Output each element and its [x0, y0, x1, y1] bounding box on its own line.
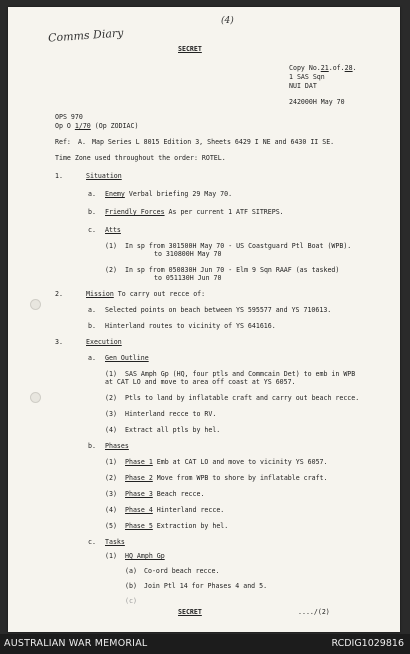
handwritten-note: Comms Diary	[47, 26, 124, 45]
phase-3-line: Phase 3 Beach recce.	[125, 490, 205, 498]
unit-name: 1 SAS Sqn	[289, 73, 325, 81]
execution-a-letter: a.	[88, 354, 96, 362]
op-order-line: Op O 1/70 (Op ZODIAC)	[55, 122, 139, 130]
mission-b-letter: b.	[88, 322, 96, 330]
outline-2-number: (2)	[105, 394, 117, 402]
atts-1-number: (1)	[105, 242, 117, 250]
archive-name: AUSTRALIAN WAR MEMORIAL	[4, 638, 148, 649]
punch-hole-bottom	[30, 392, 41, 403]
atts-1-line2: to 310800H May 70	[154, 250, 222, 258]
atts-2-line2: to 051130H Jun 70	[154, 274, 222, 282]
mission-b-text: Hinterland routes to vicinity of YS 641616.	[105, 322, 276, 330]
archive-id: RCDIG1029816	[331, 638, 404, 649]
outline-4-number: (4)	[105, 426, 117, 434]
punch-hole-top	[30, 299, 41, 310]
phase-4-line: Phase 4 Hinterland recce.	[125, 506, 225, 514]
outline-2-text: Ptls to land by inflatable craft and carry out beach recce.	[125, 394, 360, 402]
task-1-number: (1)	[105, 552, 117, 560]
atts-2-line1: In sp from 050830H Jun 70 - Elm 9 Sqn RAAF (as tasked)	[125, 266, 340, 274]
outline-4-text: Extract all ptls by hel.	[125, 426, 221, 434]
task-1a-letter: (a)	[125, 567, 137, 575]
footer-classification: SECRET	[178, 608, 202, 616]
phase-1-line: Phase 1 Emb at CAT LO and move to vicinity YS 6057.	[125, 458, 328, 466]
section-3-title: Execution	[86, 338, 122, 346]
situation-b-line: Friendly Forces As per current 1 ATF SITREPS.	[105, 208, 284, 216]
outline-1-line1: SAS Amph Gp (HQ, four ptls and Commcain Det) to emb in WPB	[125, 370, 356, 378]
task-1-label: HQ Amph Gp	[125, 552, 165, 560]
situation-a-letter: a.	[88, 190, 96, 198]
archive-footer-bar	[0, 634, 410, 654]
reference-text: Map Series L 8015 Edition 3, Sheets 6429 I NE and 6430 II SE.	[92, 138, 335, 146]
situation-c-letter: c.	[88, 226, 96, 234]
phase-5-number: (5)	[105, 522, 117, 530]
task-1c-letter: (c)	[125, 597, 137, 605]
ops-number: OPS 970	[55, 113, 83, 121]
section-1-title: Situation	[86, 172, 122, 180]
reference-label: Ref:	[55, 138, 71, 146]
situation-b-letter: b.	[88, 208, 96, 216]
atts-1-line1: In sp from 301500H May 70 - US Coastguard Ptl Boat (WPB).	[125, 242, 352, 250]
execution-b-label: Phases	[105, 442, 129, 450]
phase-3-number: (3)	[105, 490, 117, 498]
atts-2-number: (2)	[105, 266, 117, 274]
document-page	[8, 7, 400, 632]
handwritten-page-number: (4)	[221, 16, 234, 26]
phase-1-number: (1)	[105, 458, 117, 466]
header-classification: SECRET	[178, 45, 202, 53]
outline-1-line2: at CAT LO and move to area off coast at YS 6057.	[105, 378, 296, 386]
phase-5-line: Phase 5 Extraction by hel.	[125, 522, 229, 530]
phase-4-number: (4)	[105, 506, 117, 514]
mission-a-text: Selected points on beach between YS 595577 and YS 710613.	[105, 306, 332, 314]
continuation-marker: ..../(2)	[298, 608, 330, 616]
section-3-number: 3.	[55, 338, 63, 346]
outline-1-number: (1)	[105, 370, 117, 378]
time-zone-line: Time Zone used throughout the order: ROTEL.	[55, 154, 226, 162]
outline-3-number: (3)	[105, 410, 117, 418]
execution-c-label: Tasks	[105, 538, 125, 546]
section-1-number: 1.	[55, 172, 63, 180]
section-2-number: 2.	[55, 290, 63, 298]
mission-a-letter: a.	[88, 306, 96, 314]
situation-c-label: Atts	[105, 226, 121, 234]
execution-b-letter: b.	[88, 442, 96, 450]
outline-3-text: Hinterland recce to RV.	[125, 410, 217, 418]
task-1a-text: Co-ord beach recce.	[144, 567, 220, 575]
phase-2-line: Phase 2 Move from WPB to shore by inflatable craft.	[125, 474, 328, 482]
unit-location: NUI DAT	[289, 82, 317, 90]
phase-2-number: (2)	[105, 474, 117, 482]
copy-number-line: Copy No.21.of.28.	[289, 64, 357, 72]
task-1b-letter: (b)	[125, 582, 137, 590]
execution-a-label: Gen Outline	[105, 354, 149, 362]
reference-item: A.	[78, 138, 86, 146]
situation-a-line: Enemy Verbal briefing 29 May 70.	[105, 190, 233, 198]
section-2-line: Mission To carry out recce of:	[86, 290, 206, 298]
task-1b-text: Join Ptl 14 for Phases 4 and 5.	[144, 582, 268, 590]
execution-c-letter: c.	[88, 538, 96, 546]
date-time-group: 242000H May 70	[289, 98, 345, 106]
